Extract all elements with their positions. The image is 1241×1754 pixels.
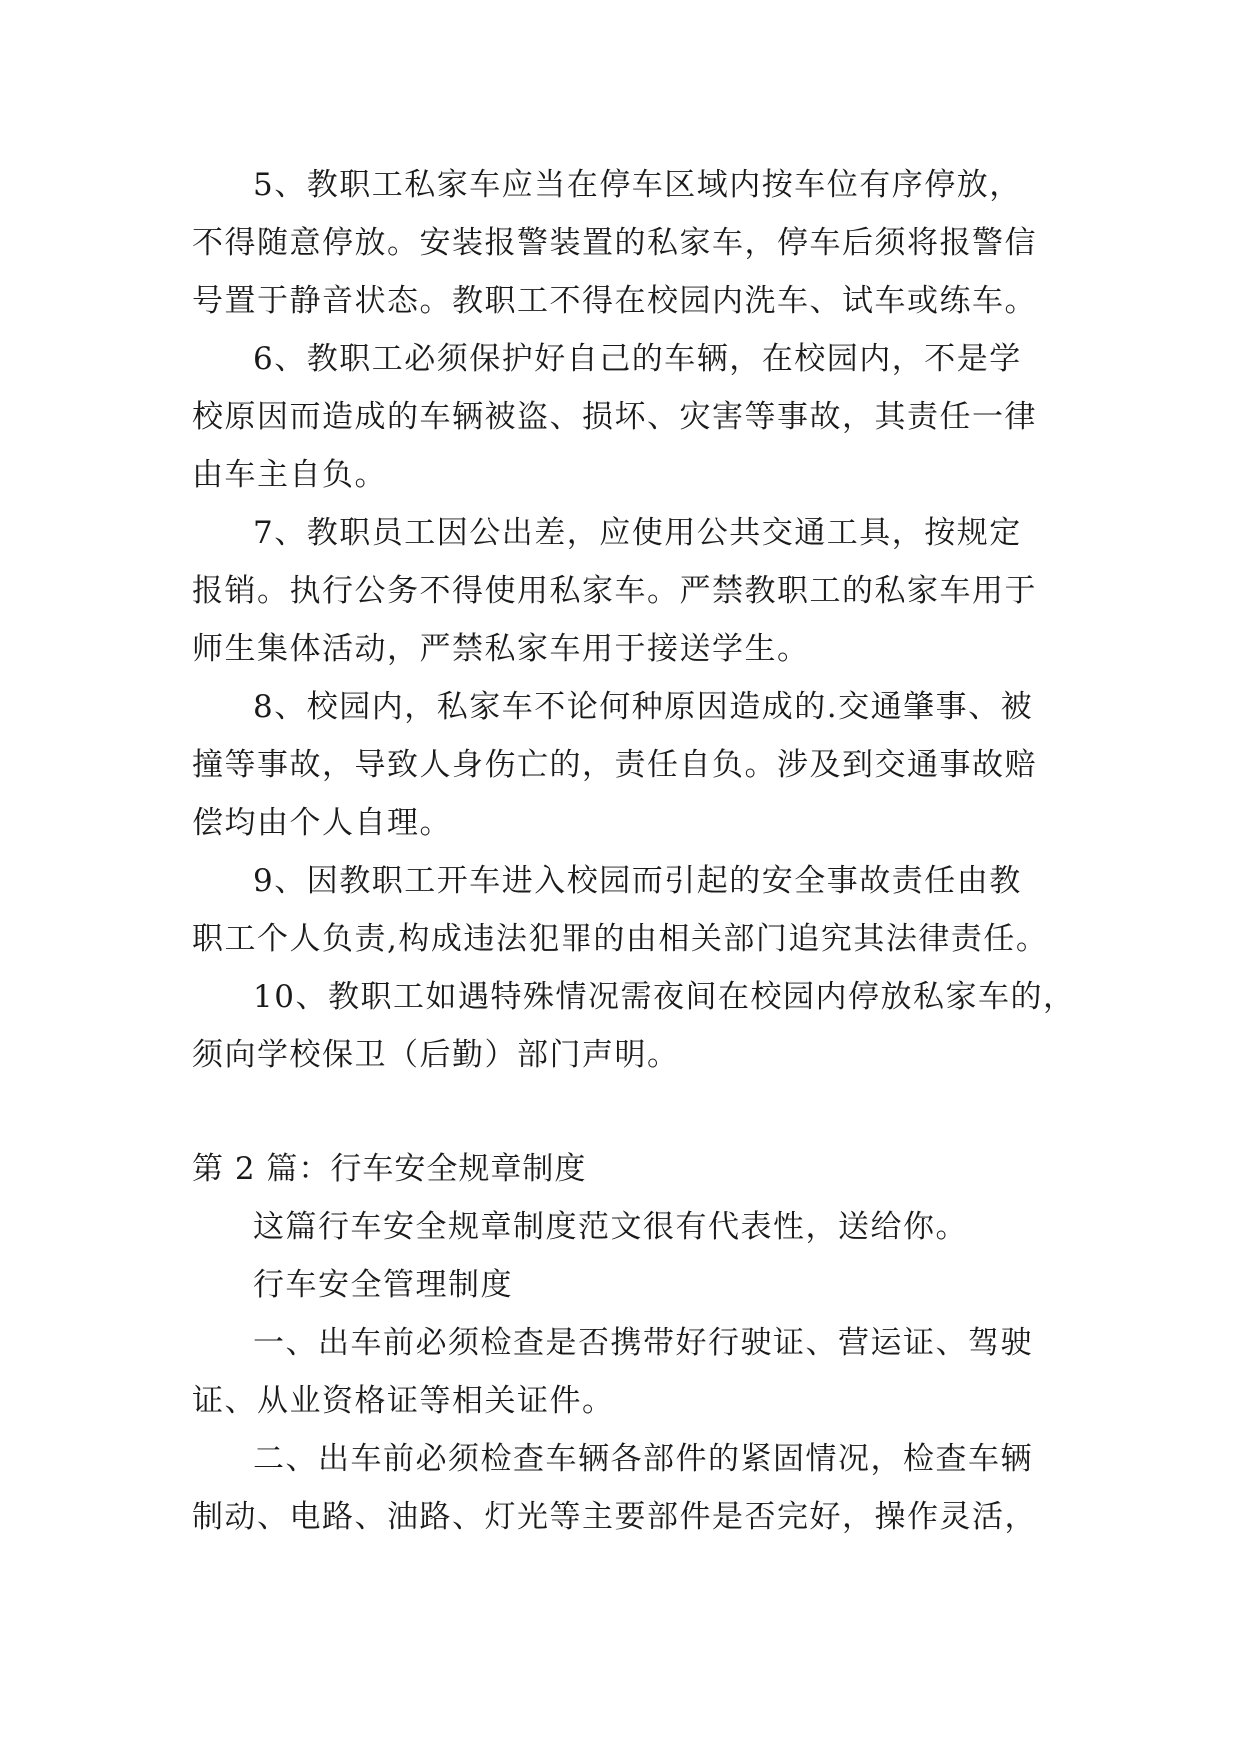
item9-line-1: 9、因教职工开车进入校园而引起的安全事故责任由教 bbox=[253, 863, 1022, 899]
section-subtitle: 行车安全管理制度 bbox=[253, 1267, 513, 1303]
item10-line-2: 须向学校保卫（后勤）部门声明。 bbox=[192, 1037, 680, 1073]
item9-line-2: 职工个人负责,构成违法犯罪的由相关部门追究其法律责任。 bbox=[192, 921, 1049, 957]
item8-line-1: 8、校园内，私家车不论何种原因造成的.交通肇事、被 bbox=[253, 689, 1034, 725]
rule2-line-1: 二、出车前必须检查车辆各部件的紧固情况，检查车辆 bbox=[253, 1441, 1033, 1477]
item7-line-3: 师生集体活动，严禁私家车用于接送学生。 bbox=[192, 631, 810, 667]
item7-line-1: 7、教职员工因公出差，应使用公共交通工具，按规定 bbox=[253, 515, 1022, 551]
item10-line-1: 10、教职工如遇特殊情况需夜间在校园内停放私家车的， bbox=[253, 979, 1076, 1015]
section-heading: 第 2 篇：行车安全规章制度 bbox=[192, 1151, 587, 1187]
item7-line-2: 报销。执行公务不得使用私家车。严禁教职工的私家车用于 bbox=[192, 573, 1037, 609]
rule1-line-1: 一、出车前必须检查是否携带好行驶证、营运证、驾驶 bbox=[253, 1325, 1033, 1361]
rule2-line-2: 制动、电路、油路、灯光等主要部件是否完好，操作灵活， bbox=[192, 1499, 1037, 1535]
item5-line-3: 号置于静音状态。教职工不得在校园内洗车、试车或练车。 bbox=[192, 283, 1037, 319]
item8-line-3: 偿均由个人自理。 bbox=[192, 805, 452, 841]
item5-line-1: 5、教职工私家车应当在停车区域内按车位有序停放， bbox=[253, 167, 1022, 203]
section-intro: 这篇行车安全规章制度范文很有代表性，送给你。 bbox=[253, 1209, 968, 1245]
item5-line-2: 不得随意停放。安装报警装置的私家车，停车后须将报警信 bbox=[192, 225, 1037, 261]
item8-line-2: 撞等事故，导致人身伤亡的，责任自负。涉及到交通事故赔 bbox=[192, 747, 1037, 783]
rule1-line-2: 证、从业资格证等相关证件。 bbox=[192, 1383, 615, 1419]
item6-line-3: 由车主自负。 bbox=[192, 457, 387, 493]
item6-line-1: 6、教职工必须保护好自己的车辆，在校园内，不是学 bbox=[253, 341, 1022, 377]
item6-line-2: 校原因而造成的车辆被盗、损坏、灾害等事故，其责任一律 bbox=[192, 399, 1037, 435]
